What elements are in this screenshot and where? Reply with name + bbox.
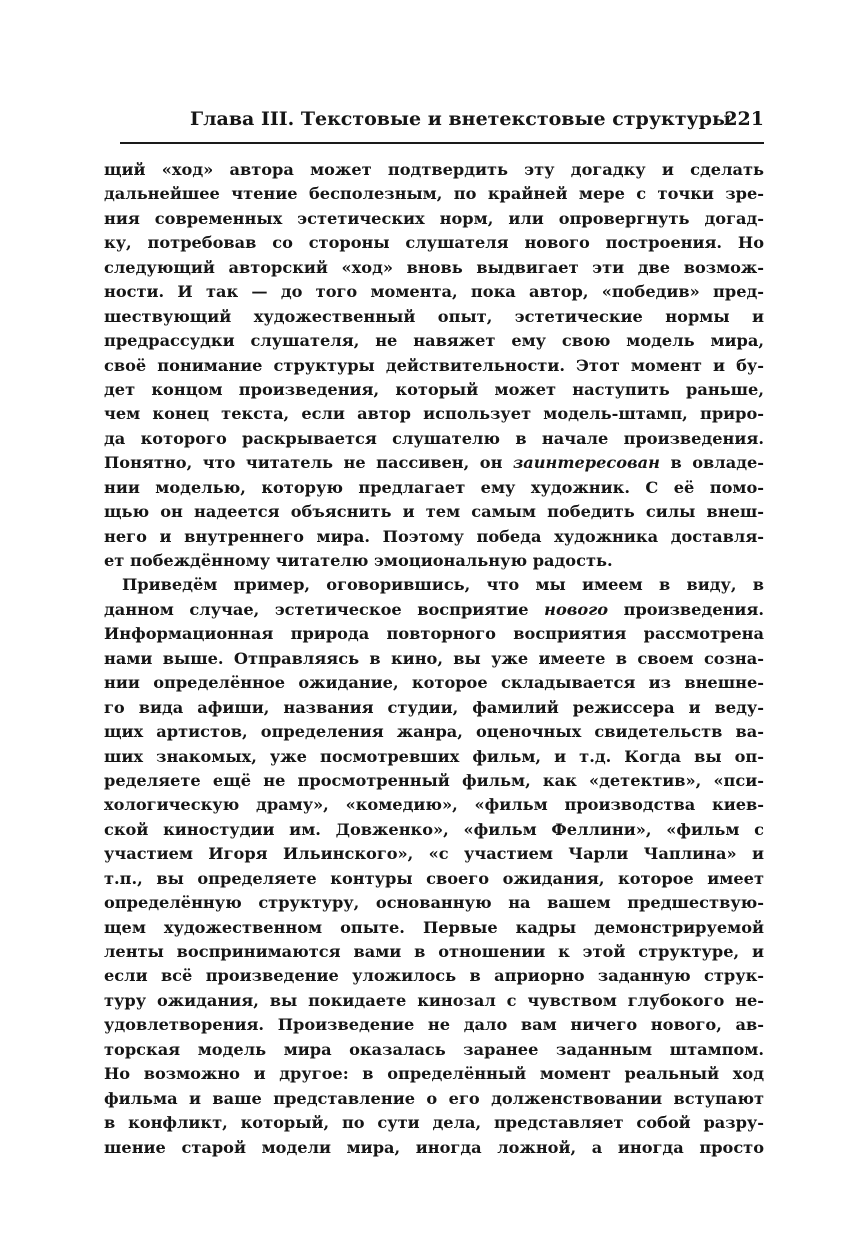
text-line: щем художественном опыте. Первые кадры демонстрируемой: [104, 917, 764, 937]
chapter-title: Глава III. Текстовые и внетекстовые структуры: [190, 108, 731, 130]
text-line: ской киностудии им. Довженко», «фильм Феллини», «фильм с: [104, 819, 764, 839]
text-line: ределяете ещё не просмотренный фильм, как «детектив», «пси-: [104, 770, 764, 790]
text-line: ленты воспринимаются вами в отношении к этой структуре, и: [104, 942, 764, 961]
text-line: своё понимание структуры действительности. Этот момент и бу-: [104, 355, 764, 375]
text-line: ших знакомых, уже посмотревших фильм, и т.д. Когда вы оп-: [104, 746, 764, 766]
text-line: Информационная природа повторного восприятия рассмотрена: [104, 624, 764, 644]
text-line: если всё произведение уложилось в априорно заданную струк-: [104, 966, 764, 986]
text-line: нами выше. Отправляясь в кино, вы уже имеете в своем созна-: [104, 648, 764, 668]
text-run: данном случае, эстетическое восприятие: [104, 599, 545, 619]
text-line: торская модель мира оказалась заранее заданным штампом.: [104, 1039, 764, 1059]
text-line: нии определённое ожидание, которое складывается из внешне-: [104, 673, 764, 693]
text-line: него и внутреннего мира. Поэтому победа художника доставля-: [104, 526, 764, 546]
text-line: туру ожидания, вы покидаете кинозал с чувством глубокого не-: [104, 990, 764, 1010]
text-line: т.п., вы определяете контуры своего ожидания, которое имеет: [104, 868, 764, 888]
text-run: произведения.: [608, 599, 764, 619]
text-line: следующий авторский «ход» вновь выдвигает эти две возмож-: [104, 257, 764, 277]
text-run: в овладе-: [659, 453, 764, 473]
emphasis-word: нового: [544, 599, 609, 619]
text-line: определённую структуру, основанную на вашем предшествую-: [104, 893, 764, 913]
text-line: щью он надеется объяснить и тем самым победить силы внеш-: [104, 502, 764, 522]
text-line: шение старой модели мира, иногда ложной, а иногда просто: [104, 1137, 764, 1157]
text-line: удовлетворения. Произведение не дало вам ничего нового, ав-: [104, 1015, 764, 1035]
text-line: Но возможно и другое: в определённый момент реальный ход: [104, 1064, 764, 1084]
text-line: щий «ход» автора может подтвердить эту догадку и сделать: [104, 160, 764, 179]
page-number: 221: [724, 108, 764, 130]
text-line: щих артистов, определения жанра, оценочных свидетельств ва-: [104, 722, 764, 742]
text-line: го вида афиши, названия студии, фамилий режиссера и веду-: [104, 697, 764, 717]
text-line: Приведём пример, оговорившись, что мы имеем в виду, в: [122, 575, 764, 595]
emphasis-word: заинтересован: [512, 453, 660, 473]
text-line: ния современных эстетических норм, или опровергнуть догад-: [104, 208, 764, 228]
text-line: ку, потребовав со стороны слушателя нового построения. Но: [104, 233, 764, 253]
text-line: фильма и ваше представление о его долженствовании вступают: [104, 1088, 764, 1108]
header-rule: [120, 142, 764, 144]
text-line: дальнейшее чтение бесполезным, по крайней мере с точки зре-: [104, 184, 764, 204]
running-head: [104, 104, 764, 136]
text-line: чем конец текста, если автор использует модель-штамп, приро-: [104, 404, 764, 424]
text-line: участием Игоря Ильинского», «с участием Чарли Чаплина» и: [104, 844, 764, 864]
text-line: в конфликт, который, по сути дела, представляет собой разру-: [104, 1113, 764, 1133]
text-line: ет побеждённому читателю эмоциональную радость.: [104, 551, 613, 570]
text-line: [104, 451, 764, 475]
text-line: ности. И так — до того момента, пока автор, «победив» пред-: [104, 282, 764, 302]
text-line: предрассудки слушателя, не навяжет ему свою модель мира,: [104, 331, 764, 351]
text-run: Понятно, что читатель не пассивен, он: [104, 453, 513, 473]
text-line: [104, 598, 764, 622]
text-line: дет концом произведения, который может наступить раньше,: [104, 379, 764, 399]
body-text: [104, 158, 764, 1160]
text-line: хологическую драму», «комедию», «фильм производства киев-: [104, 795, 764, 815]
text-line: нии моделью, которую предлагает ему художник. С её помо-: [104, 477, 764, 497]
text-line: шествующий художественный опыт, эстетические нормы и: [104, 306, 764, 326]
text-line: да которого раскрывается слушателю в начале произведения.: [104, 428, 764, 448]
